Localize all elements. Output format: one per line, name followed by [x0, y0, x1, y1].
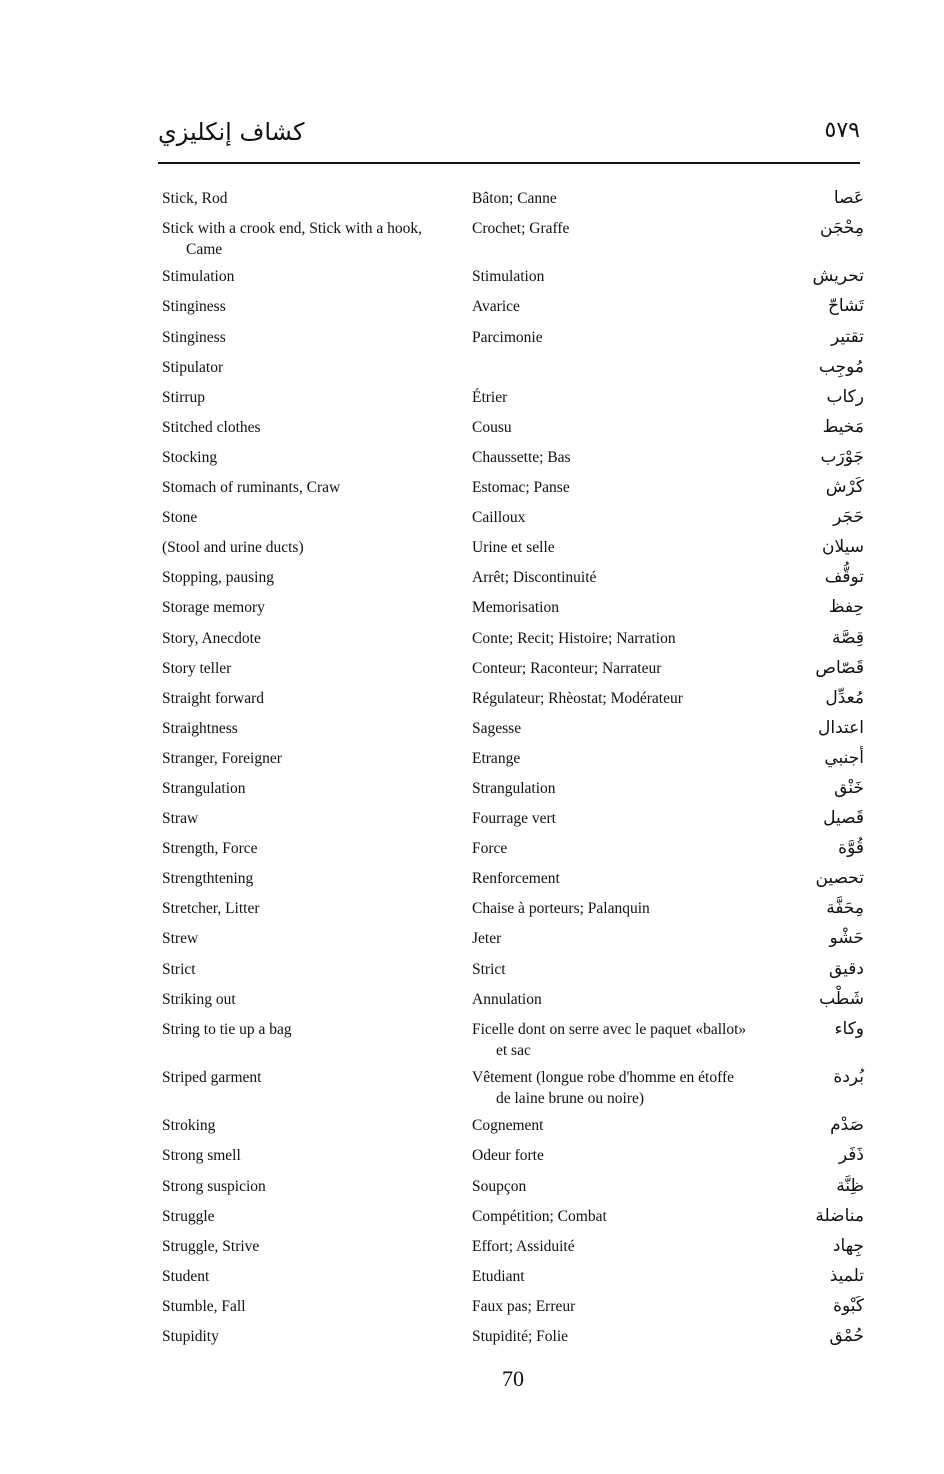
index-entry [0, 896, 944, 926]
english-term: Strength, Force [162, 840, 258, 858]
index-entry [0, 186, 944, 216]
arabic-term: توقُّف [824, 567, 864, 588]
french-term: Avarice [472, 298, 520, 316]
index-entry [0, 325, 944, 355]
arabic-term: حُمْق [829, 1325, 864, 1346]
english-term: String to tie up a bag [162, 1020, 292, 1038]
french-term: Cognement [472, 1117, 544, 1135]
arabic-term: عَصا [833, 188, 864, 208]
french-term: Parcimonie [472, 328, 543, 346]
arabic-term: مناضلة [815, 1205, 864, 1226]
arabic-term: سيلان [821, 537, 864, 558]
arabic-term: تحصين [815, 868, 864, 889]
index-entry [0, 686, 944, 716]
index-entry [0, 1234, 944, 1264]
english-term: Straight forward [162, 689, 265, 707]
index-entry [0, 776, 944, 806]
french-term: Force [472, 840, 508, 858]
french-term: Effort; Assiduité [472, 1237, 575, 1255]
index-entry [0, 535, 944, 565]
french-term: Ficelle dont on serre avec le paquet «ballot» et sac [472, 1020, 747, 1059]
index-entry [0, 836, 944, 866]
arabic-term: تلميذ [829, 1265, 864, 1286]
arabic-term: كَبْوة [833, 1295, 864, 1316]
english-term: Stumble, Fall [162, 1297, 246, 1315]
index-entry [0, 987, 944, 1017]
index-entry [0, 1143, 944, 1173]
english-term: Stimulation [162, 268, 235, 286]
index-entry [0, 926, 944, 956]
french-term: Étrier [472, 388, 508, 406]
english-term: (Stool and urine ducts) [162, 539, 304, 557]
arabic-term: تَشاحّ [827, 296, 864, 317]
english-term: Stinginess [162, 328, 226, 346]
english-term: Stick, Rod [162, 190, 228, 207]
running-title: كشاف إنكليزي [158, 118, 305, 146]
index-entry [0, 385, 944, 415]
arabic-term: وكاء [834, 1018, 864, 1039]
english-term: Stocking [162, 448, 218, 466]
english-term: Strict [162, 960, 196, 978]
english-term: Stretcher, Litter [162, 900, 260, 918]
french-term: Conteur; Raconteur; Narrateur [472, 659, 662, 677]
french-term: Bâton; Canne [472, 190, 557, 207]
arabic-term: حِفظ [828, 597, 864, 618]
english-term: Strong suspicion [162, 1177, 266, 1195]
arabic-term: قُوَّة [838, 838, 864, 859]
arabic-term: قِصَّة [832, 627, 864, 648]
english-term: Stinginess [162, 298, 226, 316]
english-term: Straightness [162, 719, 238, 737]
french-term: Chaise à porteurs; Palanquin [472, 900, 650, 918]
english-term: Striped garment [162, 1069, 262, 1087]
index-entry [0, 216, 944, 264]
french-term: Sagesse [472, 719, 522, 737]
french-term: Cousu [472, 418, 512, 436]
french-term: Memorisation [472, 599, 559, 617]
arabic-term: مُوجِب [818, 356, 864, 377]
french-term: Cailloux [472, 509, 526, 527]
index-entry [0, 565, 944, 595]
english-term: Stranger, Foreigner [162, 749, 282, 767]
index-entry [0, 626, 944, 656]
french-term: Estomac; Panse [472, 479, 570, 497]
arabic-term: مِحْجَن [820, 218, 864, 239]
arabic-term: تحريش [812, 266, 864, 287]
arabic-term: ركاب [826, 386, 864, 407]
english-term: Stupidity [162, 1327, 219, 1345]
french-term: Etudiant [472, 1267, 525, 1285]
arabic-term: شَطْب [819, 988, 864, 1009]
arabic-term: قَصّاص [815, 657, 864, 678]
english-term: Student [162, 1267, 210, 1285]
index-entry [0, 1065, 944, 1113]
english-term: Striking out [162, 990, 236, 1008]
page-header [158, 112, 860, 156]
index-entry [0, 866, 944, 896]
french-term: Stupidité; Folie [472, 1327, 569, 1345]
index-entry [0, 1204, 944, 1234]
arabic-term: بُردة [833, 1067, 864, 1088]
arabic-term: ظِنَّة [836, 1175, 864, 1196]
arabic-term: قَصيل [823, 808, 864, 829]
arabic-term: جِهاد [832, 1235, 864, 1256]
arabic-term: صَدْم [830, 1115, 864, 1136]
arabic-term: مِحَفَّة [826, 898, 864, 919]
english-term: Strew [162, 930, 199, 948]
english-term: Stomach of ruminants, Craw [162, 479, 341, 497]
arabic-term: حَجَر [833, 507, 864, 528]
french-term: Stimulation [472, 268, 545, 286]
index-entry [0, 264, 944, 294]
index-entry [0, 294, 944, 324]
index-entry [0, 1174, 944, 1204]
french-term: Renforcement [472, 870, 560, 888]
english-term: Stirrup [162, 388, 206, 406]
french-term: Odeur forte [472, 1147, 544, 1165]
index-entry [0, 746, 944, 776]
index-entry [0, 595, 944, 625]
arabic-term: تقتير [831, 326, 864, 347]
english-term: Stroking [162, 1117, 216, 1135]
english-term: Straw [162, 810, 199, 828]
french-term: Jeter [472, 930, 502, 948]
french-term: Annulation [472, 990, 542, 1008]
french-term: Urine et selle [472, 539, 555, 557]
arabic-term: مُعدِّل [825, 687, 864, 708]
header-rule [158, 162, 860, 164]
index-entry [0, 445, 944, 475]
french-term: Fourrage vert [472, 810, 556, 828]
index-entry [0, 1017, 944, 1065]
french-term: Faux pas; Erreur [472, 1297, 576, 1315]
french-term: Arrêt; Discontinuité [472, 569, 597, 587]
arabic-term: جَوْرَب [820, 446, 864, 467]
index-entry [0, 957, 944, 987]
arabic-term: كَرْش [825, 477, 864, 498]
index-entry [0, 656, 944, 686]
english-term: Story, Anecdote [162, 629, 261, 647]
french-term: Régulateur; Rhèostat; Modérateur [472, 689, 683, 707]
index-entry [0, 415, 944, 445]
french-term: Conte; Recit; Histoire; Narration [472, 629, 676, 647]
french-term: Crochet; Graffe [472, 220, 570, 238]
english-term: Strengthtening [162, 870, 254, 888]
english-term: Storage memory [162, 599, 265, 617]
english-term: Stick with a crook end, Stick with a hook, Came [162, 220, 423, 259]
arabic-term: اعتدال [818, 717, 864, 738]
french-term: Strict [472, 960, 506, 978]
english-term: Story teller [162, 659, 232, 677]
arabic-term: دقيق [828, 958, 864, 979]
french-term: Vêtement (longue robe d'homme en étoffe de laine brune ou noire) [472, 1069, 735, 1108]
index-table [0, 186, 944, 1354]
index-entry [0, 1113, 944, 1143]
arabic-term: حَشْو [829, 928, 864, 949]
index-entry [0, 355, 944, 385]
arabic-term: مَخيط [822, 416, 864, 437]
english-term: Struggle, Strive [162, 1237, 260, 1255]
french-term: Etrange [472, 749, 521, 767]
page-number: 70 [502, 1366, 524, 1391]
index-entry [0, 1294, 944, 1324]
index-entry [0, 475, 944, 505]
arabic-term: أجنبي [824, 747, 864, 768]
french-term: Soupçon [472, 1177, 527, 1195]
index-entry [0, 806, 944, 836]
english-term: Stopping, pausing [162, 569, 274, 587]
index-entry [0, 716, 944, 746]
french-term: Strangulation [472, 779, 556, 797]
arabic-page-number: ٥٧٩ [824, 118, 860, 143]
english-term: Strangulation [162, 779, 246, 797]
arabic-term: ذَفَر [838, 1145, 864, 1166]
english-term: Stitched clothes [162, 418, 261, 436]
english-term: Stipulator [162, 358, 224, 376]
index-entry [0, 505, 944, 535]
french-term: Compétition; Combat [472, 1207, 607, 1225]
french-term: Chaussette; Bas [472, 448, 571, 466]
index-entry [0, 1264, 944, 1294]
arabic-term: خَنْق [834, 777, 864, 798]
english-term: Stone [162, 509, 198, 527]
index-entry [0, 1324, 944, 1354]
english-term: Struggle [162, 1207, 215, 1225]
english-term: Strong smell [162, 1147, 241, 1165]
